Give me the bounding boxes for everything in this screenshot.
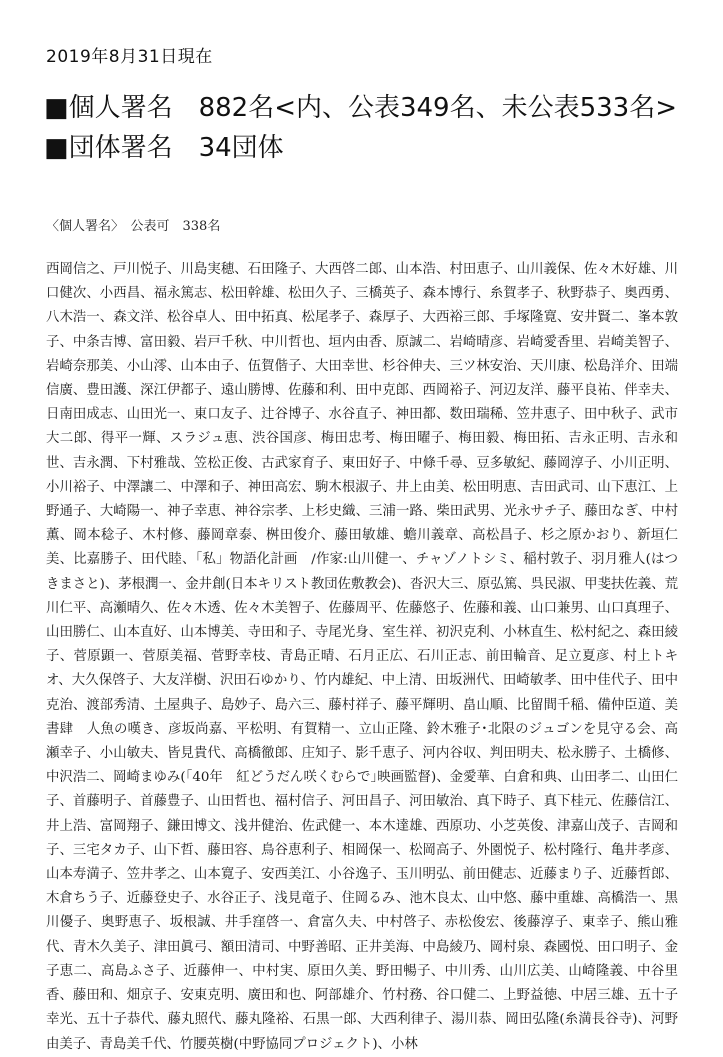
as-of-date: 2019年8月31日現在 bbox=[46, 47, 213, 67]
signatory-names-list: 西岡信之、戸川悦子、川島実穂、石田隆子、大西啓二郎、山本浩、村田恵子、山川義保、佐々木好雄、川口健次、小西昌、福永篤志、松田幹雄、松田久子、三橋英子、森本博行、糸賀孝子、秋野恭子、奥西勇、八木浩一、森文洋、松谷卓人、田中拓真、松尾孝子、森厚子、大西裕三郎、手塚隆寛、安井賢二、峯本敦子、中条吉博、富田毅、岩戸千秋、中川哲也、垣内由香、原誠二、岩崎晴彦、岩崎愛香里、岩崎美智子、岩崎奈那美、小山澪、山本由子、伍賀偕子、大田幸世、杉谷伸夫、三ツ林安治、天川康、松島洋介、田端信廣、豊田護、深江伊都子、遠山勝博、佐藤和利、田中克郎、西岡裕子、河辺友洋、藤平良祐、伴幸夫、日南田成志、山田光一、東口友子、辻谷博子、水谷直子、神田都、数田瑞稀、笠井恵子、田中秋子、武市大二郎、得平一輝、スラジュ恵、渋谷国彦、梅田忠考、梅田曜子、梅田毅、梅田拓、吉永正明、吉永和世、吉永潤、下村雅哉、笠松正俊、古武家育子、東田好子、中條千尋、豆多敏紀、藤岡淳子、小川正明、小川裕子、中澤讓二、中澤和子、神田高宏、駒木根淑子、井上由美、松田明恵、吉田武司、山下恵江、上野通子、大崎陽一、神子幸恵、神谷宗孝、上杉史織、三浦一路、柴田武男、光永サチ子、藤田なぎ、中村薫、岡本稔子、木村修、藤岡章泰、桝田俊介、藤田敏雄、蟾川義章、高松昌子、杉之原かおり、新垣仁美、比嘉勝子、田代睦、「私」物語化計画 /作家:山川健一、チャゾノトシミ、稲村敦子、羽月雅人(はつきまさと)、茅根潤一、金井創(日本キリスト教団佐敷教会)、沓沢大三、原弘篤、呉民淑、甲斐扶佐義、荒川仁平、高瀬晴久、佐々木透、佐々木美智子、佐藤周平、佐藤悠子、佐藤和義、山口兼男、山口真理子、山田勝仁、山本直好、山本博美、寺田和子、寺尾光身、室生祥、初沢克利、小林直生、松村紀之、森田綾子、菅原顕一、菅原美福、菅野幸枝、青島正晴、石月正広、石川正志、前田輪音、足立夏彦、村上トキオ、大久保啓子、大友洋樹、沢田石ゆかり、竹内雄紀、中上清、田坂洲代、田崎敏孝、田中佳代子、田中克治、渡部秀清、土屋典子、島妙子、島六三、藤村祥子、藤平輝明、畠山順、比留間千稲、備仲臣道、美書肆 人魚の嘆き、彦坂尚嘉、平松明、有賀精一、立山正隆、鈴木雅子･北限のジュゴンを見守る会、高瀬幸子、小山敏夫、皆見貴代、高橋徹郎、庄知子、影千恵子、河内谷収、判田明夫、松永勝子、土橋修、中沢浩二、岡崎まゆみ(｢40年 紅どうだん咲くむらで｣映画監督)、金愛華、白倉和典、山田孝二、山田仁子、首藤明子、首藤豊子、山田哲也、福村信子、河田昌子、河田敏治、真下時子、真下桂元、佐藤信江、井上浩、富岡翔子、鎌田博文、浅井健治、佐武健一、本木達雄、西原功、小芝英俊、津嘉山茂子、吉岡和子、三宅タカ子、山下哲、藤田容、鳥谷恵利子、相岡保一、松岡高子、外園悦子、松村隆行、亀井孝彦、山本寿満子、笠井孝之、山本寛子、安西美江、小谷逸子、玉川明弘、前田健志、近藤まり子、近藤哲郎、木倉ちう子、近藤登史子、水谷正子、浅見竜子、住岡るみ、池木良太、山中悠、藤中重雄、高橋浩一、黒川優子、奥野恵子、坂根誠、井手窪啓一、倉富久夫、中村啓子、赤松俊宏、後藤淳子、東幸子、熊山雅代、青木久美子、津田眞弓、額田清司、中野善昭、正井美海、中島綾乃、岡村泉、森國悦、田口明子、金子恵二、高島ふさ子、近藤伸一、中村実、原田久美、野田暢子、中川秀、山川広美、山崎隆義、中谷里香、藤田和、畑京子、安東克明、廣田和也、阿部雄介、竹村務、谷口健二、上野益徳、中居三雄、五十子幸光、五十子恭代、藤丸照代、藤丸隆裕、石黒一郎、大西利律子、湯川恭、岡田弘隆(糸満長谷寺)、河野由美子、青島美千代、竹腰英樹(中野協同プロジェクト)、小林 bbox=[46, 262, 678, 1052]
individual-signature-count: ■個人署名 882名<内、公表349名、未公表533名> bbox=[44, 93, 678, 123]
section-heading-public-individual: 〈個人署名〉 公表可 338名 bbox=[46, 219, 221, 234]
signature-summary bbox=[44, 88, 704, 168]
group-signature-count: ■団体署名 34団体 bbox=[44, 133, 284, 163]
